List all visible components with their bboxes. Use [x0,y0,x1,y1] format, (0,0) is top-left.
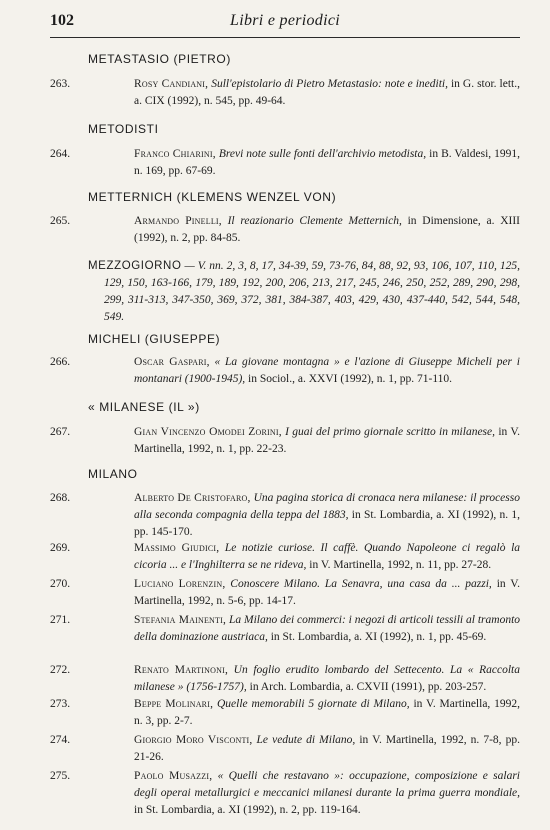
bibliography-entry [50,732,520,766]
entry-number: 267. [50,426,71,438]
section-heading: METASTASIO (PIETRO) [88,52,231,66]
cross-reference [88,258,520,326]
entry-number: 273. [50,698,71,710]
entry-author: Luciano Lorenzin, [134,578,226,590]
bibliography-entry [50,146,520,180]
entry-title: Conoscere Milano. La Senavra, una casa da ... pazzi, [230,578,492,590]
entry-number: 264. [50,148,71,160]
entry-title: Le vedute di Milano, [256,734,356,746]
entry-source: in V. Martinella, 1992, n. 1, pp. 22-23. [134,426,521,455]
entry-source: in V. Martinella, 1992, n. 11, pp. 27-28. [309,559,492,571]
bibliography-entry [50,540,520,574]
bibliography-entry [50,354,520,388]
entry-number: 270. [50,578,71,590]
header-rule [50,37,520,38]
entry-number: 272. [50,664,71,676]
entry-title: Il reazionario Clemente Metternich, [227,215,402,227]
entry-title: Un foglio erudito lombardo del Settecento. La « Raccolta milanese » (1756-1757), [134,664,520,693]
entry-author: Beppe Molinari, [134,698,214,710]
entry-source: in St. Lombardia, a. XI (1992), n. 1, pp. 145-170. [134,509,521,538]
entry-title: I guai del primo giornale scritto in milanese, [285,426,496,438]
page-number: 102 [50,12,74,29]
entry-author: Alberto De Cristofaro, [134,492,251,504]
entry-source: in G. stor. lett., a. CIX (1992), n. 545, pp. 49-64. [134,78,520,107]
page-title: Libri e periodici [230,12,340,29]
entry-author: Franco Chiarini, [134,148,216,160]
entry-number: 274. [50,734,71,746]
section-heading: METODISTI [88,122,159,136]
entry-title: La Milano dei commerci: i negozi di articoli tessili al tramonto della dominazione austriaca, [134,614,521,643]
entry-number: 265. [50,215,71,227]
entry-author: Armando Pinelli, [134,215,222,227]
entry-source: in St. Lombardia, a. XI (1992), n. 1, pp. 45-69. [270,631,487,643]
entry-source: in Sociol., a. XXVI (1992), n. 1, pp. 71-110. [248,373,453,385]
bibliography-entry [50,76,520,110]
entry-source: in V. Martinella, 1992, n. 5-6, pp. 14-17. [134,578,520,607]
entry-title: « Quelli che restavano »: occupazione, composizione e salari degli operai metallurgici e meccanici milanesi durante la prima guerra mondiale, [134,770,521,799]
entry-number: 275. [50,770,71,782]
entry-title: Sull'epistolario di Pietro Metastasio: note e inediti, [211,78,448,90]
section-heading: « MILANESE (IL ») [88,400,200,414]
section-heading: MICHELI (GIUSEPPE) [88,332,221,346]
bibliography-entry [50,662,520,696]
entry-source: in B. Valdesi, 1991, n. 169, pp. 67-69. [134,148,521,177]
entry-title: Brevi note sulle fonti dell'archivio metodista, [218,148,427,160]
entry-number: 271. [50,614,71,626]
entry-author: Giorgio Moro Visconti, [134,734,253,746]
entry-title: « La giovane montagna » e l'azione di Giuseppe Micheli per i montanari (1900-1945), [134,356,521,385]
entry-number: 266. [50,356,71,368]
entry-number: 263. [50,78,71,90]
entry-author: Gian Vincenzo Omodei Zorini, [134,426,282,438]
entry-author: Massimo Giudici, [134,542,220,554]
cross-reference-list: — V. nn. 2, 3, 8, 17, 34-39, 59, 73-76, 84, 88, 92, 93, 106, 107, 110, 125, 129, 150, 163-166, 179, 189, 192, 200, 206, 213, 217, 245, 246, 250, 252, 289, 290, 298, 299, 311-313, 347-350, 369, 372, 381, 384-387, 403, 429, 430, 437-440, 542, 544, 548, 549. [104,260,521,323]
entry-author: Renato Martinoni, [134,664,229,676]
entry-author: Stefania Mainenti, [134,614,227,626]
page-header [50,8,520,34]
bibliography-entry [50,490,520,541]
entry-author: Oscar Gaspari, [134,356,210,368]
bibliography-entry [50,576,520,610]
entry-number: 268. [50,492,71,504]
entry-title: Quelle memorabili 5 giornate di Milano, [217,698,410,710]
entry-author: Paolo Musazzi, [134,770,213,782]
section-heading: MEZZOGIORNO [88,260,182,272]
bibliography-entry [50,768,520,819]
entry-number: 269. [50,542,71,554]
entry-source: in St. Lombardia, a. XI (1992), n. 2, pp. 119-164. [134,804,361,816]
entry-source: in Arch. Lombardia, a. CXVII (1991), pp. 203-257. [249,681,487,693]
section-heading: METTERNICH (KLEMENS WENZEL VON) [88,190,337,204]
bibliography-entry [50,424,520,458]
bibliography-entry [50,696,520,730]
entry-author: Rosy Candiani, [134,78,209,90]
entry-source: in V. Martinella, 1992, n. 7-8, pp. 21-26. [134,734,520,763]
bibliography-entry [50,213,520,247]
section-heading: MILANO [88,467,138,481]
entry-source: in V. Martinella, 1992, n. 3, pp. 2-7. [134,698,521,727]
entry-title: Le notizie curiose. Il caffè. Quando Napoleone ci regalò la cicoria ... e l'Inghilterra se ne rideva, [134,542,521,571]
entry-source: in Dimensione, a. XIII (1992), n. 2, pp. 84-85. [134,215,521,244]
entry-title: Una pagina storica di cronaca nera milanese: il processo alla seconda compagnia della teppa del 1883, [134,492,520,521]
bibliography-entry [50,612,520,646]
